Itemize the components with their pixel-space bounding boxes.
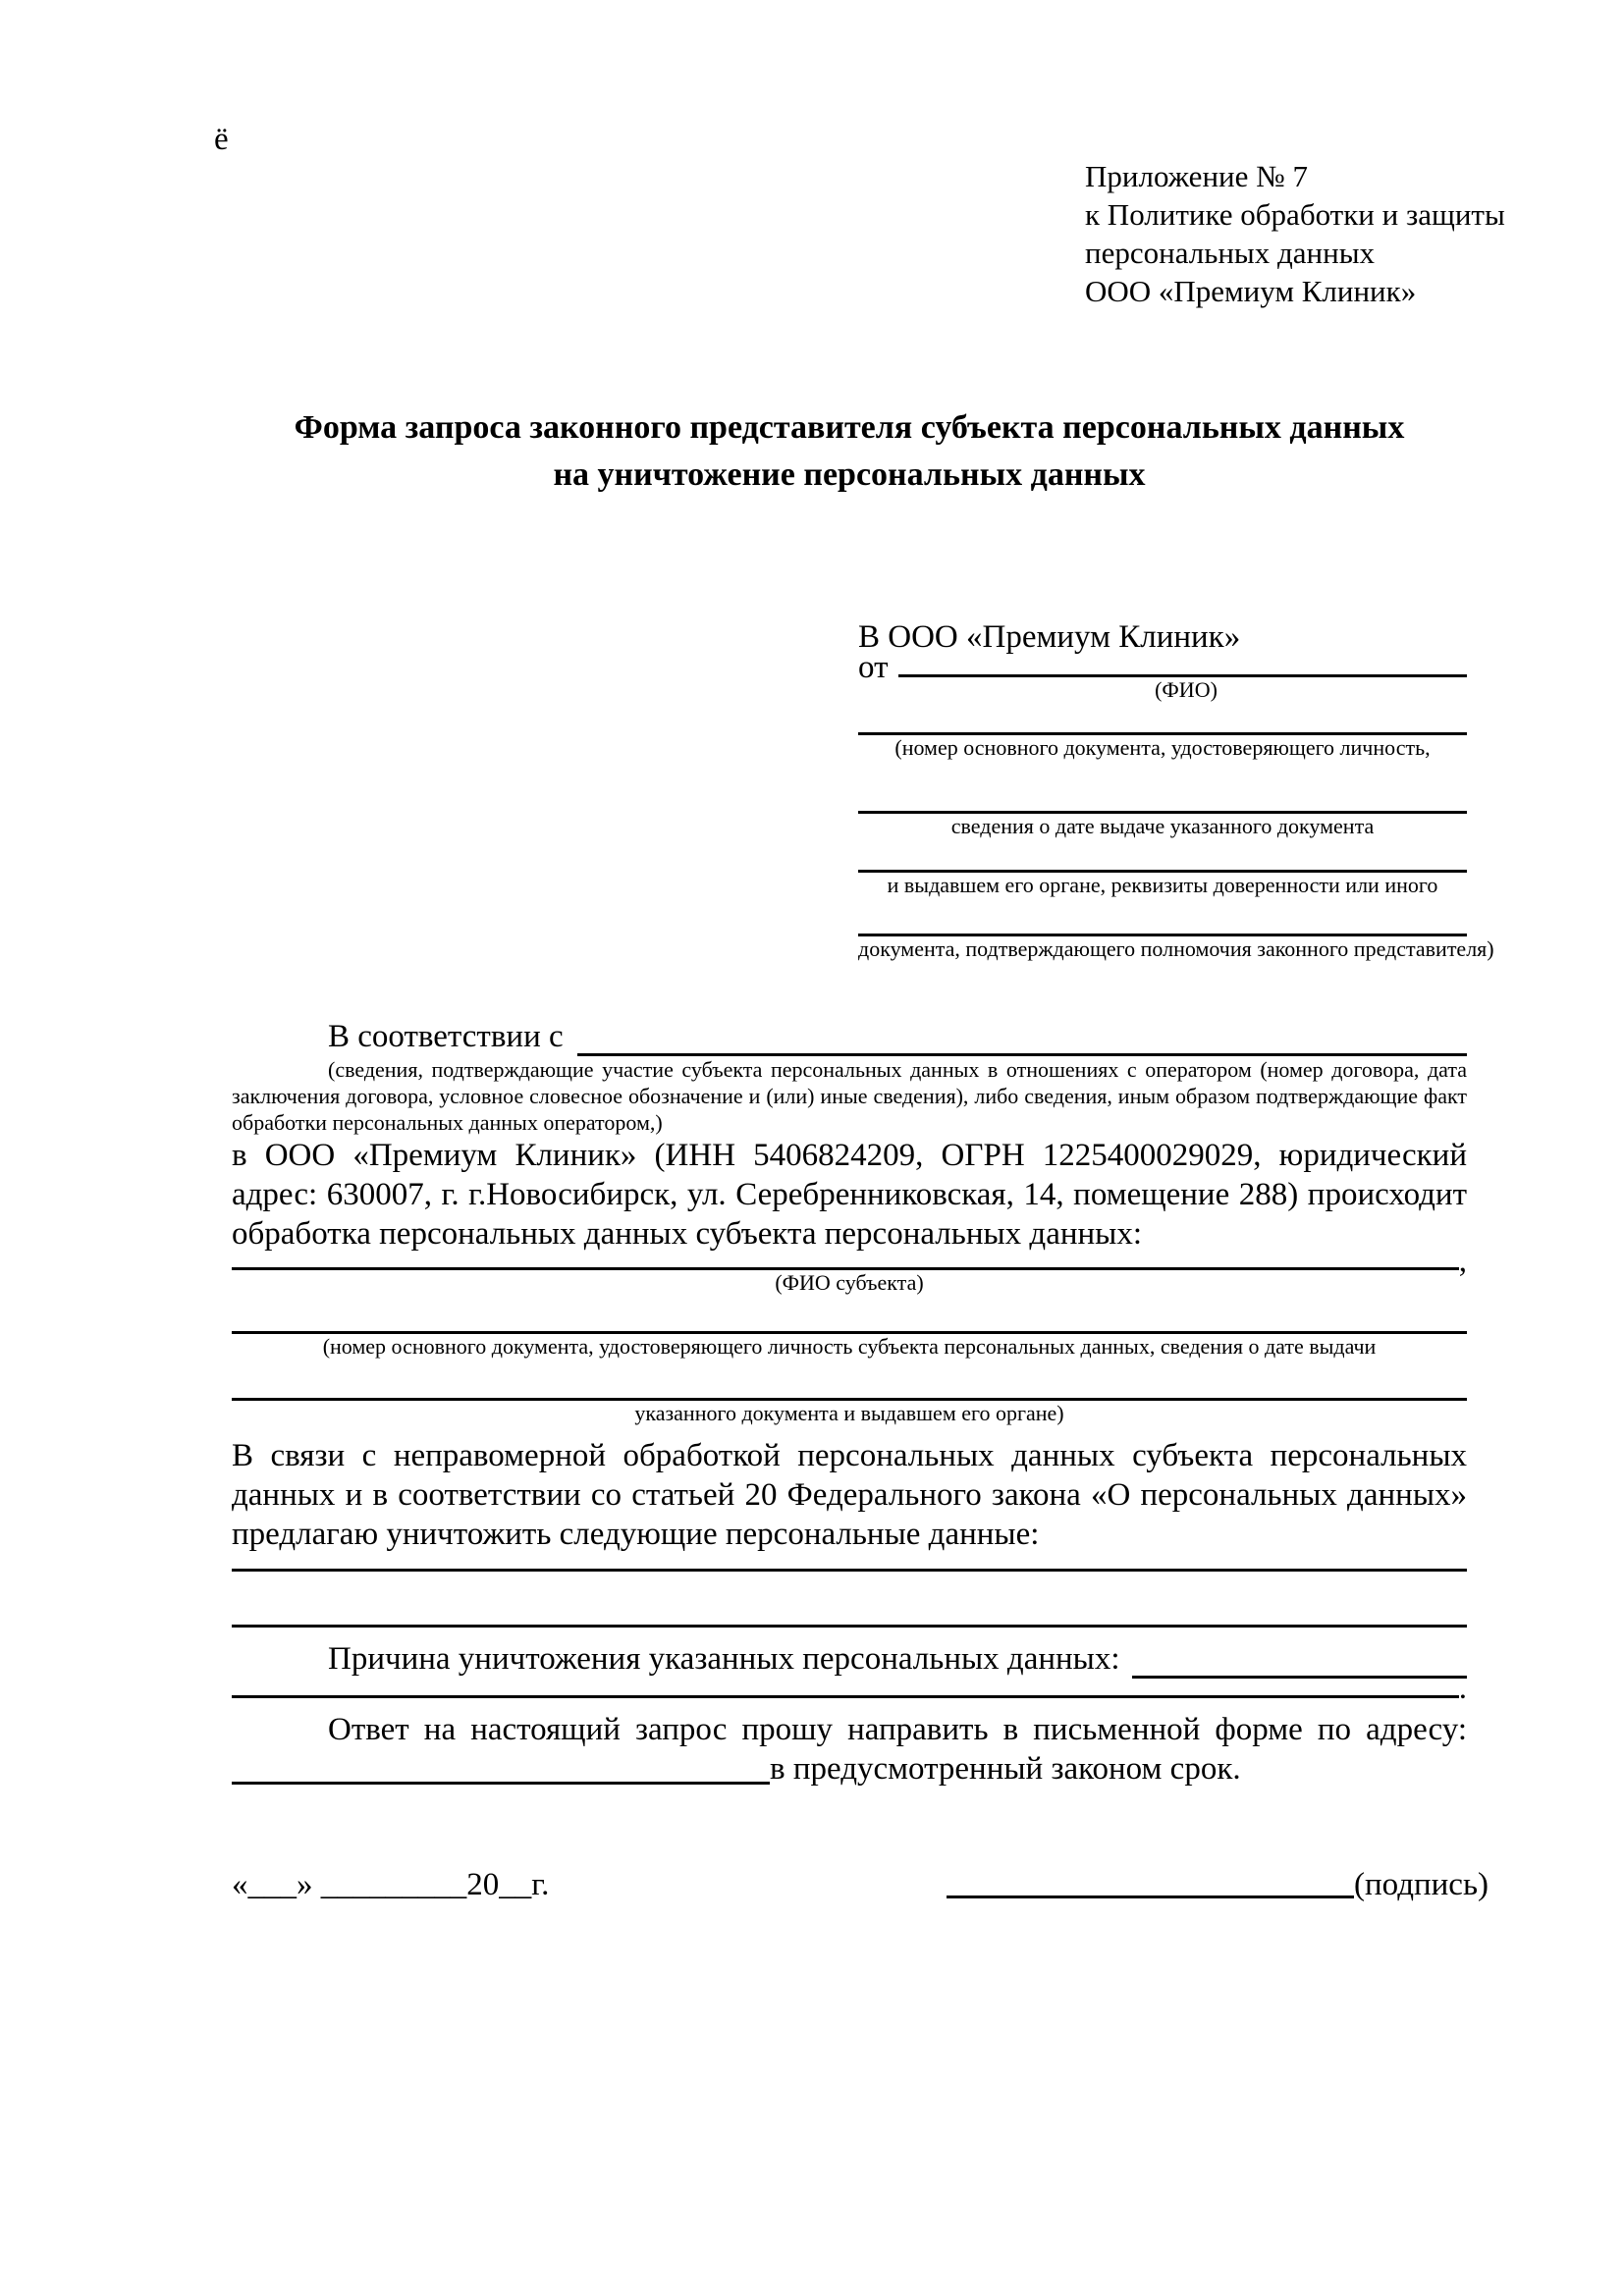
accordance-row — [232, 1017, 1467, 1056]
data-to-destroy-line-1[interactable] — [232, 1569, 1467, 1572]
reason-row — [232, 1639, 1467, 1679]
field-caption-poa: документа, подтверждающего полномочия законного представителя) — [858, 936, 1494, 961]
document-content — [0, 157, 1624, 1904]
field-caption-authority: и выдавшем его органе, реквизиты доверенности или иного — [887, 873, 1438, 897]
accordance-label: В соответствии с — [328, 1019, 564, 1054]
reason-field-line[interactable] — [1132, 1676, 1467, 1679]
signature-line[interactable] — [947, 1896, 1354, 1898]
reply-sentence: Ответ на настоящий запрос прошу направить в письменной форме по адресу: — [328, 1712, 1467, 1747]
reason-period: . — [1458, 1671, 1467, 1706]
reply-tail: в предусмотренный законом срок. — [770, 1751, 1241, 1787]
field-caption-doc-number: (номер основного документа, удостоверяющего личность, — [894, 735, 1431, 760]
appendix-line: ООО «Премиум Клиник» — [1085, 274, 1417, 308]
document-title — [232, 404, 1467, 499]
signature-caption: (подпись) — [1354, 1867, 1489, 1902]
request-paragraph: В связи с неправомерной обработкой персональных данных субъекта персональных данных и в соответствии со статьей 20 Федерального закона «О персональных данных» предлагаю уничтожить следующие персональные данные: — [232, 1438, 1467, 1552]
operator-paragraph: в ООО «Премиум Клиник» (ИНН 5406824209, ОГРН 1225400029029, юридический адрес: 630007, г. г.Новосибирск, ул. Серебренниковская, 14, помещение 288) происходит обработка персональных данных субъекта персональных данных: — [232, 1138, 1467, 1252]
subject-fio-comma: , — [1458, 1244, 1467, 1279]
recipient-block — [858, 616, 1494, 962]
document-title-line2: на уничтожение персональных данных — [553, 456, 1146, 493]
signature-group — [947, 1865, 1489, 1904]
data-to-destroy-line-2[interactable] — [232, 1625, 1467, 1628]
appendix-note — [1085, 157, 1546, 310]
subject-caption-authority: указанного документа и выдавшем его органе) — [634, 1401, 1064, 1425]
date-field[interactable]: «___» _________20__г. — [232, 1867, 550, 1902]
reply-address-field-line[interactable] — [232, 1782, 770, 1785]
field-caption-issue-date: сведения о дате выдаче указанного документа — [950, 814, 1375, 838]
document-title-line1: Форма запроса законного представителя субъекта персональных данных — [294, 409, 1405, 446]
stray-char: ё — [214, 122, 229, 157]
reason-label: Причина уничтожения указанных персональных данных: — [328, 1641, 1120, 1677]
reason-row-continuation — [232, 1671, 1467, 1706]
subject-fields — [232, 1244, 1467, 1426]
appendix-line: Приложение № 7 — [1085, 159, 1308, 193]
subject-caption-doc-number: (номер основного документа, удостоверяющего личность субъекта персональных данных, сведения о дате выдачи — [322, 1334, 1377, 1359]
field-caption-fio: (ФИО) — [1155, 677, 1218, 702]
footer-row — [232, 1865, 1489, 1904]
from-label: от — [858, 650, 889, 685]
appendix-line: к Политике обработки и защиты — [1085, 197, 1505, 232]
subject-fio-row — [232, 1244, 1467, 1279]
appendix-line: персональных данных — [1085, 236, 1376, 270]
recipient-to: В ООО «Премиум Клиник» — [858, 619, 1241, 655]
from-row — [858, 650, 1467, 685]
legal-footnote: (сведения, подтверждающие участие субъекта персональных данных в отношениях с оператором (номер договора, дата заключения договора, условное словесное обозначение и (или) иные сведения), либо сведения, иным образом подтверждающие факт обработки персональных данных оператором,) — [232, 1057, 1467, 1135]
reply-address-row — [232, 1749, 1467, 1789]
reason-field-line-2[interactable] — [232, 1695, 1459, 1698]
subject-caption-fio: (ФИО субъекта) — [775, 1270, 924, 1295]
